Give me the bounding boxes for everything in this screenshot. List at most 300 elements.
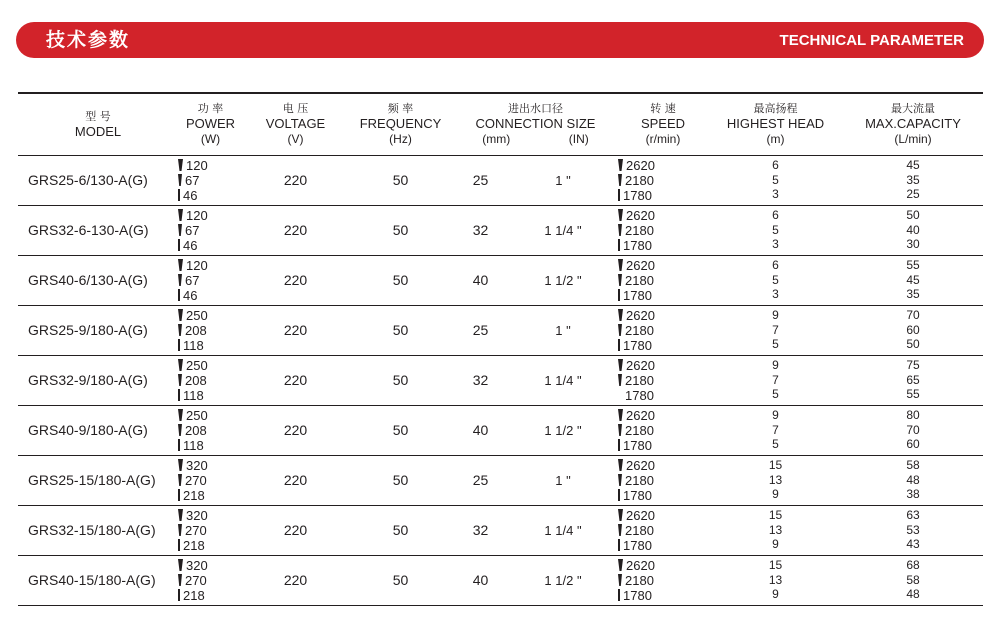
power-value-line (178, 458, 243, 473)
table-row (18, 405, 983, 455)
header-voltage-en: VOLTAGE (265, 116, 326, 132)
power-value-line (178, 208, 243, 223)
connection-mm-cell: 32 (472, 372, 489, 388)
frequency-cell: 50 (392, 422, 409, 438)
power-value-line (178, 188, 243, 203)
power-level-bar (178, 459, 183, 471)
capacity-value: 45 (906, 158, 920, 173)
power-value: 46 (183, 237, 198, 253)
speed-value-line (618, 488, 708, 503)
header-capacity-en: MAX.CAPACITY (865, 116, 961, 132)
header-head-en: HIGHEST HEAD (726, 116, 825, 132)
capacity-cell (843, 155, 983, 205)
capacity-value: 48 (906, 587, 920, 602)
head-cell (708, 355, 843, 405)
speed-level-bar (618, 339, 620, 351)
capacity-value: 43 (906, 537, 920, 552)
speed-level-bar (618, 209, 623, 221)
head-cell (708, 155, 843, 205)
speed-value-line (618, 208, 708, 223)
connection-mm-cell: 25 (472, 472, 489, 488)
speed-value: 2180 (625, 372, 654, 388)
voltage-cell: 220 (283, 272, 308, 288)
speed-value-line (618, 573, 708, 588)
head-value: 9 (772, 487, 779, 502)
header-speed (618, 93, 708, 155)
power-cell (178, 355, 243, 405)
power-value-line (178, 438, 243, 453)
power-level-bar (178, 274, 182, 286)
speed-value-line (618, 438, 708, 453)
power-level-bar (178, 474, 182, 486)
head-cell (708, 455, 843, 505)
speed-value-line (618, 408, 708, 423)
power-level-bar (178, 174, 182, 186)
table-row (18, 255, 983, 305)
speed-value: 1780 (623, 587, 652, 603)
connection-mm-cell: 40 (472, 572, 489, 588)
power-value-line (178, 523, 243, 538)
speed-value-line (618, 173, 708, 188)
header-connection-en: CONNECTION SIZE (475, 116, 596, 132)
power-value: 218 (183, 587, 205, 603)
speed-level-bar (618, 239, 620, 251)
model-cell: GRS40-15/180-A(G) (28, 572, 156, 588)
connection-mm-cell: 32 (472, 222, 489, 238)
power-level-bar (178, 489, 180, 501)
speed-cell (618, 405, 708, 455)
header-capacity-unit: (L/min) (894, 132, 932, 147)
speed-value-line (618, 158, 708, 173)
power-value-line (178, 223, 243, 238)
capacity-cell (843, 255, 983, 305)
power-level-bar (178, 374, 182, 386)
speed-cell (618, 255, 708, 305)
speed-value-line (618, 508, 708, 523)
header-connection-unit-in: (IN) (568, 132, 589, 147)
frequency-cell: 50 (392, 272, 409, 288)
speed-cell (618, 455, 708, 505)
speed-value-line (618, 473, 708, 488)
power-value: 46 (183, 287, 198, 303)
speed-level-bar (618, 589, 620, 601)
frequency-cell: 50 (392, 372, 409, 388)
voltage-cell: 220 (283, 172, 308, 188)
head-value: 13 (768, 522, 783, 537)
power-value-line (178, 308, 243, 323)
speed-value: 2620 (626, 557, 655, 573)
table-row (18, 355, 983, 405)
speed-level-bar (618, 574, 622, 586)
speed-level-bar (618, 374, 622, 386)
model-cell: GRS40-6/130-A(G) (28, 272, 148, 288)
power-level-bar (178, 339, 180, 351)
voltage-cell: 220 (283, 222, 308, 238)
model-cell: GRS25-15/180-A(G) (28, 472, 156, 488)
power-cell (178, 455, 243, 505)
header-power-en: POWER (185, 116, 236, 132)
speed-value: 1780 (623, 187, 652, 203)
speed-value: 2620 (626, 407, 655, 423)
speed-value-line (618, 188, 708, 203)
head-cell (708, 255, 843, 305)
speed-level-bar (618, 459, 623, 471)
speed-value: 2180 (625, 522, 654, 538)
header-capacity-cn: 最大流量 (891, 102, 935, 116)
power-level-bar (178, 224, 182, 236)
speed-value: 1780 (623, 237, 652, 253)
power-value: 270 (185, 472, 207, 488)
header-frequency-en: FREQUENCY (359, 116, 442, 132)
frequency-cell: 50 (392, 472, 409, 488)
voltage-cell: 220 (283, 522, 308, 538)
speed-level-bar (618, 259, 623, 271)
power-value-line (178, 173, 243, 188)
power-value-line (178, 488, 243, 503)
power-cell (178, 305, 243, 355)
header-head (708, 93, 843, 155)
head-value: 3 (772, 187, 779, 202)
speed-level-bar (618, 159, 623, 171)
capacity-value: 60 (906, 322, 920, 337)
power-level-bar (178, 524, 182, 536)
power-value: 208 (185, 422, 207, 438)
speed-cell (618, 205, 708, 255)
header-connection-cn: 进出水口径 (508, 102, 563, 116)
capacity-value: 70 (906, 308, 920, 323)
head-value: 13 (768, 472, 783, 487)
speed-level-bar (618, 509, 623, 521)
power-value-line (178, 408, 243, 423)
speed-level-bar (618, 309, 623, 321)
power-level-bar (178, 239, 180, 251)
speed-value-line (618, 323, 708, 338)
model-cell: GRS25-9/180-A(G) (28, 322, 148, 338)
speed-value-line (618, 458, 708, 473)
section-banner (16, 22, 984, 58)
power-level-bar (178, 409, 183, 421)
speed-level-bar (618, 539, 620, 551)
speed-value: 1780 (623, 487, 652, 503)
power-value: 208 (185, 322, 207, 338)
header-speed-cn: 转 速 (650, 102, 676, 116)
power-value-line (178, 338, 243, 353)
speed-value: 2180 (625, 322, 654, 338)
technical-parameter-table-wrap (18, 92, 983, 606)
header-model-cn: 型 号 (85, 109, 111, 123)
header-voltage (243, 93, 348, 155)
voltage-cell: 220 (283, 372, 308, 388)
header-head-unit: (m) (766, 132, 785, 147)
power-value-line (178, 508, 243, 523)
connection-inch-cell: 1 1/2 " (544, 422, 582, 438)
capacity-cell (843, 405, 983, 455)
speed-level-bar (618, 424, 622, 436)
head-value: 15 (768, 458, 783, 473)
capacity-value: 50 (906, 208, 920, 223)
header-voltage-cn: 电 压 (282, 102, 309, 116)
frequency-cell: 50 (392, 322, 409, 338)
power-value: 46 (183, 187, 198, 203)
power-level-bar (178, 209, 183, 221)
head-value: 5 (772, 222, 779, 237)
model-cell: GRS32-6-130-A(G) (28, 222, 149, 238)
head-value: 13 (768, 572, 783, 587)
power-cell (178, 505, 243, 555)
head-value: 7 (772, 422, 779, 437)
speed-value-line (618, 273, 708, 288)
speed-value: 2180 (625, 222, 654, 238)
power-value-line (178, 273, 243, 288)
frequency-cell: 50 (392, 572, 409, 588)
speed-value: 1780 (625, 387, 654, 403)
power-level-bar (178, 439, 180, 451)
power-value: 218 (183, 537, 205, 553)
voltage-cell: 220 (283, 422, 308, 438)
speed-value: 2180 (625, 422, 654, 438)
connection-inch-cell: 1 " (555, 322, 571, 338)
technical-parameter-table (18, 92, 983, 606)
power-level-bar (178, 159, 183, 171)
voltage-cell: 220 (283, 572, 308, 588)
power-value: 67 (185, 272, 200, 288)
capacity-cell (843, 555, 983, 605)
table-row (18, 305, 983, 355)
capacity-value: 50 (906, 337, 920, 352)
speed-level-bar (618, 224, 622, 236)
power-value: 120 (186, 207, 208, 223)
connection-inch-cell: 1 1/4 " (544, 372, 582, 388)
frequency-cell: 50 (392, 522, 409, 538)
connection-mm-cell: 25 (472, 322, 489, 338)
speed-value: 2620 (626, 157, 655, 173)
speed-value-line (618, 538, 708, 553)
speed-value-line (618, 558, 708, 573)
connection-mm-cell: 40 (472, 272, 489, 288)
power-value-line (178, 538, 243, 553)
capacity-value: 63 (906, 508, 920, 523)
speed-value: 2180 (625, 472, 654, 488)
capacity-value: 40 (906, 222, 920, 237)
table-row (18, 455, 983, 505)
head-value: 5 (772, 387, 779, 402)
header-power-cn: 功 率 (197, 102, 224, 116)
power-cell (178, 255, 243, 305)
power-value: 250 (186, 357, 208, 373)
header-model-en: MODEL (74, 123, 122, 139)
header-speed-unit: (r/min) (645, 132, 681, 147)
speed-level-bar (618, 439, 620, 451)
speed-cell (618, 155, 708, 205)
connection-mm-cell: 32 (472, 522, 489, 538)
table-row (18, 155, 983, 205)
table-row (18, 205, 983, 255)
head-value: 5 (772, 172, 779, 187)
power-level-bar (178, 359, 183, 371)
speed-level-bar (618, 324, 622, 336)
capacity-value: 45 (906, 272, 920, 287)
connection-mm-cell: 25 (472, 172, 489, 188)
power-cell (178, 405, 243, 455)
speed-value: 2620 (626, 307, 655, 323)
power-value: 250 (186, 307, 208, 323)
speed-level-bar (618, 274, 622, 286)
power-level-bar (178, 259, 183, 271)
model-cell: GRS40-9/180-A(G) (28, 422, 148, 438)
speed-value-line (618, 388, 708, 403)
voltage-cell: 220 (283, 472, 308, 488)
power-value: 218 (183, 487, 205, 503)
connection-inch-cell: 1 1/4 " (544, 522, 582, 538)
speed-value: 1780 (623, 287, 652, 303)
head-cell (708, 205, 843, 255)
power-cell (178, 555, 243, 605)
capacity-cell (843, 505, 983, 555)
head-value: 9 (772, 308, 779, 323)
speed-level-bar (618, 474, 622, 486)
capacity-cell (843, 205, 983, 255)
model-cell: GRS32-15/180-A(G) (28, 522, 156, 538)
head-value: 5 (772, 437, 779, 452)
power-cell (178, 205, 243, 255)
speed-value: 2180 (625, 572, 654, 588)
header-power (178, 93, 243, 155)
speed-level-bar (618, 409, 623, 421)
banner-title-en: TECHNICAL PARAMETER (779, 32, 964, 49)
speed-cell (618, 305, 708, 355)
header-connection-unit-mm: (mm) (482, 132, 511, 147)
head-value: 6 (772, 208, 779, 223)
head-cell (708, 555, 843, 605)
power-cell (178, 155, 243, 205)
power-value-line (178, 388, 243, 403)
head-value: 15 (768, 508, 783, 523)
head-value: 5 (772, 272, 779, 287)
speed-value: 2620 (626, 457, 655, 473)
header-speed-en: SPEED (640, 116, 686, 132)
speed-level-bar (618, 289, 620, 301)
power-value-line (178, 323, 243, 338)
connection-inch-cell: 1 " (555, 172, 571, 188)
header-capacity (843, 93, 983, 155)
capacity-value: 35 (906, 287, 920, 302)
speed-value: 2180 (625, 272, 654, 288)
power-level-bar (178, 509, 183, 521)
capacity-value: 25 (906, 187, 920, 202)
speed-cell (618, 555, 708, 605)
speed-value-line (618, 358, 708, 373)
speed-level-bar (618, 559, 623, 571)
head-value: 3 (772, 287, 779, 302)
capacity-value: 75 (906, 358, 920, 373)
power-level-bar (178, 574, 182, 586)
power-value: 320 (186, 507, 208, 523)
capacity-value: 35 (906, 172, 920, 187)
power-value: 120 (186, 157, 208, 173)
speed-level-bar (618, 489, 620, 501)
speed-value: 1780 (623, 537, 652, 553)
header-connection (453, 93, 618, 155)
speed-value: 1780 (623, 337, 652, 353)
power-value: 320 (186, 457, 208, 473)
head-value: 9 (772, 537, 779, 552)
header-frequency-cn: 频 率 (387, 102, 414, 116)
capacity-value: 48 (906, 472, 920, 487)
connection-mm-cell: 40 (472, 422, 489, 438)
capacity-cell (843, 455, 983, 505)
capacity-value: 53 (906, 522, 920, 537)
power-value-line (178, 158, 243, 173)
speed-value-line (618, 258, 708, 273)
capacity-cell (843, 355, 983, 405)
power-value: 270 (185, 572, 207, 588)
header-model (18, 93, 178, 155)
connection-inch-cell: 1 1/2 " (544, 272, 582, 288)
capacity-value: 58 (906, 458, 920, 473)
power-value-line (178, 358, 243, 373)
speed-value-line (618, 288, 708, 303)
capacity-value: 70 (906, 422, 920, 437)
capacity-value: 55 (906, 258, 920, 273)
model-cell: GRS25-6/130-A(G) (28, 172, 148, 188)
power-value-line (178, 288, 243, 303)
head-value: 7 (772, 322, 779, 337)
power-value-line (178, 588, 243, 603)
speed-value: 1780 (623, 437, 652, 453)
speed-value-line (618, 338, 708, 353)
capacity-value: 60 (906, 437, 920, 452)
power-value: 67 (185, 222, 200, 238)
header-head-cn: 最高扬程 (753, 102, 798, 116)
power-value: 208 (185, 372, 207, 388)
header-voltage-unit: (V) (287, 132, 304, 147)
head-value: 6 (772, 258, 779, 273)
speed-level-bar (618, 174, 622, 186)
table-body (18, 155, 983, 605)
capacity-value: 68 (906, 558, 920, 573)
head-value: 9 (772, 358, 779, 373)
power-level-bar (178, 324, 182, 336)
power-level-bar (178, 389, 180, 401)
power-value: 250 (186, 407, 208, 423)
header-connection-units (453, 132, 618, 147)
head-cell (708, 405, 843, 455)
speed-cell (618, 355, 708, 405)
head-value: 3 (772, 237, 779, 252)
power-level-bar (178, 309, 183, 321)
speed-value-line (618, 238, 708, 253)
head-value: 7 (772, 372, 779, 387)
power-value-line (178, 423, 243, 438)
power-value-line (178, 258, 243, 273)
speed-value: 2620 (626, 357, 655, 373)
voltage-cell: 220 (283, 322, 308, 338)
speed-value-line (618, 423, 708, 438)
frequency-cell: 50 (392, 222, 409, 238)
power-level-bar (178, 559, 183, 571)
model-cell: GRS32-9/180-A(G) (28, 372, 148, 388)
head-value: 15 (768, 558, 783, 573)
banner-title-cn: 技术参数 (46, 29, 131, 51)
head-cell (708, 505, 843, 555)
power-value: 67 (185, 172, 200, 188)
table-header-row (18, 93, 983, 155)
capacity-value: 65 (906, 372, 920, 387)
power-value-line (178, 573, 243, 588)
power-level-bar (178, 289, 180, 301)
speed-value-line (618, 523, 708, 538)
speed-value: 2180 (625, 172, 654, 188)
